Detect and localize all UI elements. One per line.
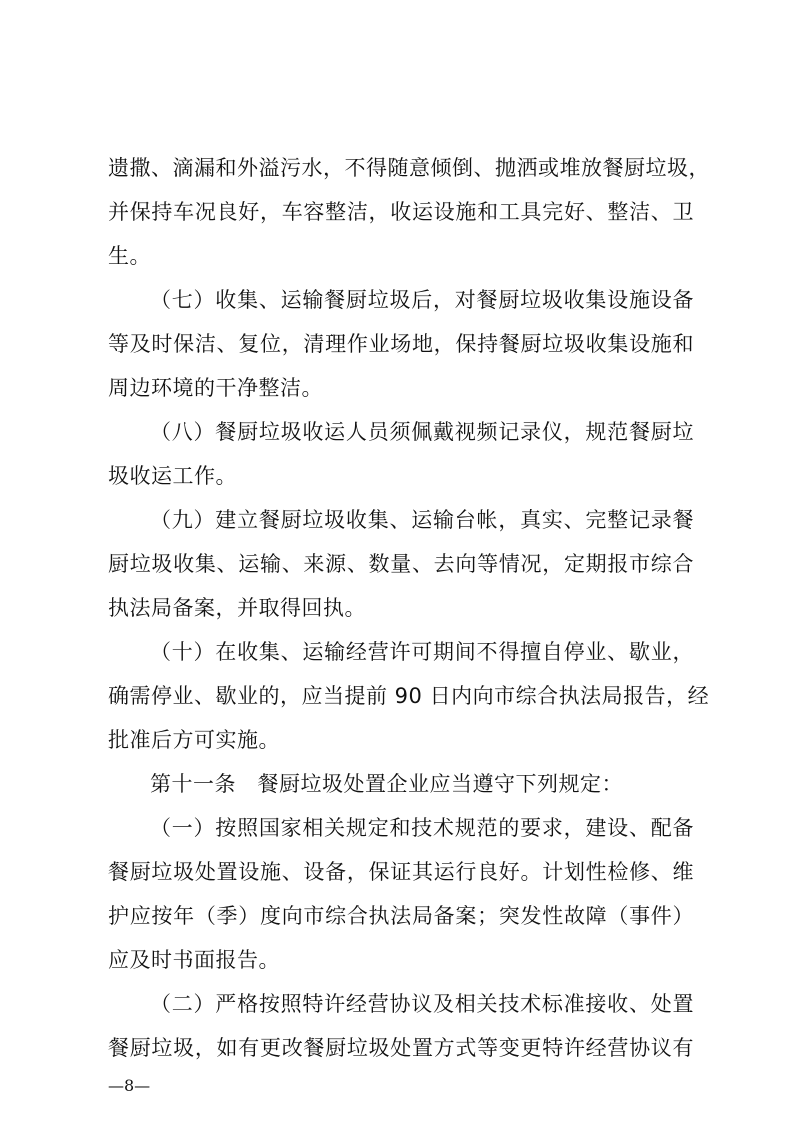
paragraph-start-line: （七）收集、运输餐厨垃圾后，对餐厨垃圾收集设施设备 bbox=[150, 288, 694, 312]
text-line: 等及时保洁、复位，清理作业场地，保持餐厨垃圾收集设施和 bbox=[108, 332, 694, 356]
paragraph-start-line: （一）按照国家相关规定和技术规范的要求，建设、配备 bbox=[150, 816, 694, 840]
text-line: 应及时书面报告。 bbox=[108, 948, 280, 972]
text-line: 确需停业、歇业的，应当提前 90 日内向市综合执法局报告，经 bbox=[108, 684, 710, 708]
text-line: 厨垃圾收集、运输、来源、数量、去向等情况，定期报市综合 bbox=[108, 552, 694, 576]
text-line: 餐厨垃圾处置设施、设备，保证其运行良好。计划性检修、维 bbox=[108, 860, 694, 884]
page-number: —8— bbox=[108, 1076, 151, 1095]
paragraph-start-line: （九）建立餐厨垃圾收集、运输台帐，真实、完整记录餐 bbox=[150, 508, 694, 532]
text-line: 执法局备案，并取得回执。 bbox=[108, 596, 366, 620]
text-line: 遗撒、滴漏和外溢污水，不得随意倾倒、抛洒或堆放餐厨垃圾， bbox=[108, 156, 710, 180]
paragraph-start-line: （二）严格按照特许经营协议及相关技术标准接收、处置 bbox=[150, 992, 694, 1016]
text-line: 餐厨垃圾，如有更改餐厨垃圾处置方式等变更特许经营协议有 bbox=[108, 1036, 694, 1060]
text-line: 护应按年（季）度向市综合执法局备案；突发性故障（事件） bbox=[108, 904, 694, 928]
text-line: 生。 bbox=[108, 244, 151, 268]
text-line: 批准后方可实施。 bbox=[108, 728, 280, 752]
article-heading-line: 第十一条 餐厨垃圾处置企业应当遵守下列规定： bbox=[150, 772, 623, 796]
text-line: 圾收运工作。 bbox=[108, 464, 237, 488]
text-line: 周边环境的干净整洁。 bbox=[108, 376, 323, 400]
paragraph-start-line: （十）在收集、运输经营许可期间不得擅自停业、歇业， bbox=[150, 640, 694, 664]
text-line: 并保持车况良好，车容整洁，收运设施和工具完好、整洁、卫 bbox=[108, 200, 694, 224]
paragraph-start-line: （八）餐厨垃圾收运人员须佩戴视频记录仪，规范餐厨垃 bbox=[150, 420, 694, 444]
